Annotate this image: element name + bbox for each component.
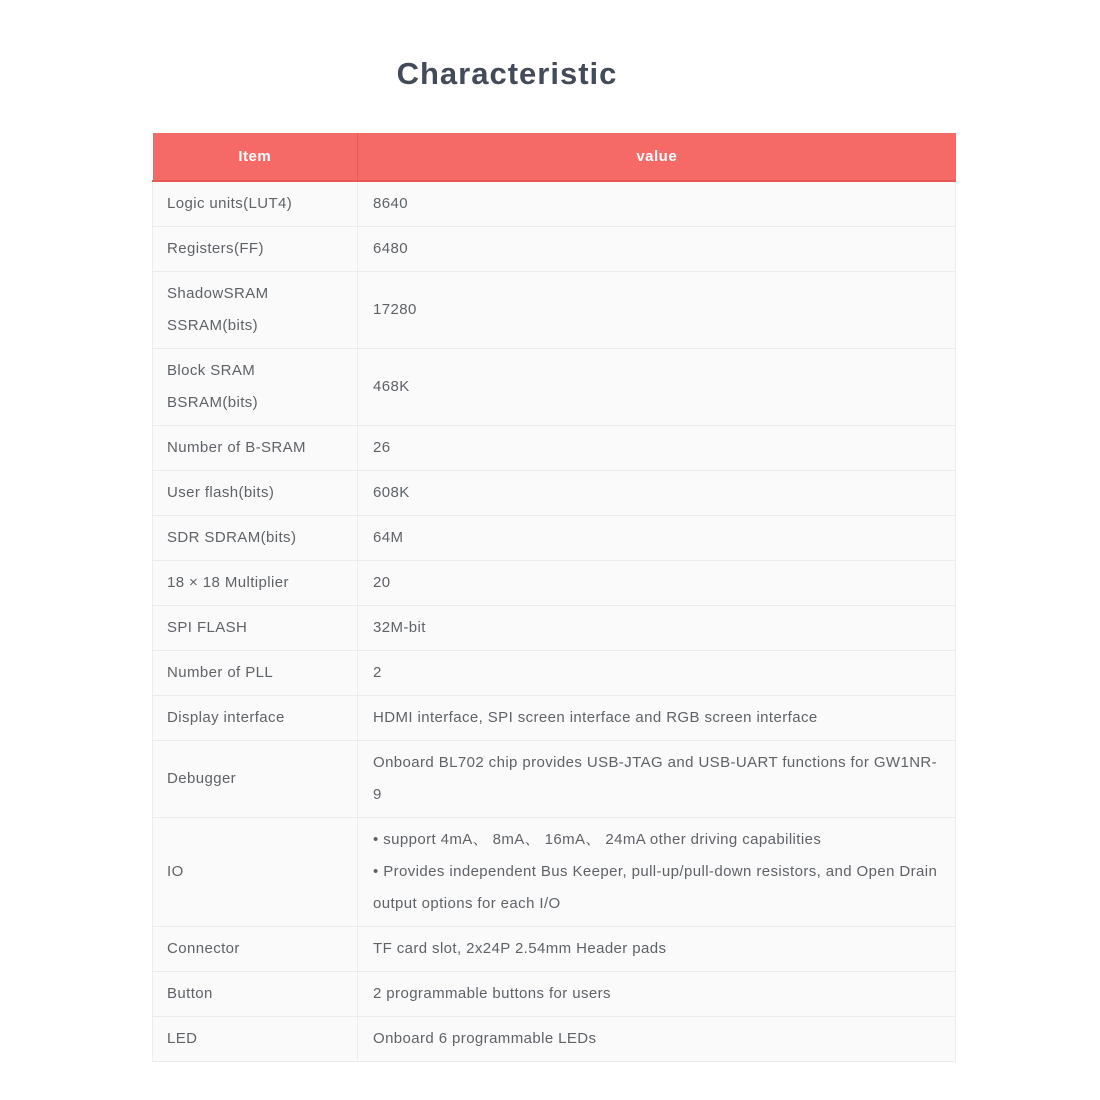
column-header-item: Item: [153, 133, 358, 181]
value-cell: [358, 516, 956, 561]
item-cell: SPI FLASH: [153, 606, 358, 651]
table-row: [153, 651, 956, 696]
value-cell: [358, 606, 956, 651]
value-line: 20: [373, 574, 391, 591]
value-line: 2: [373, 664, 382, 681]
table-row: [153, 471, 956, 516]
value-cell: [358, 1017, 956, 1062]
item-cell: SDR SDRAM(bits): [153, 516, 358, 561]
characteristic-table: [152, 133, 956, 1062]
item-cell: ShadowSRAM SSRAM(bits): [153, 272, 358, 349]
table-row: [153, 606, 956, 651]
value-line: 468K: [373, 378, 410, 395]
value-line: Onboard 6 programmable LEDs: [373, 1030, 597, 1047]
value-line: 64M: [373, 529, 404, 546]
table-row: [153, 272, 956, 349]
table-row: [153, 927, 956, 972]
value-line: 8640: [373, 195, 408, 212]
value-line: TF card slot, 2x24P 2.54mm Header pads: [373, 940, 667, 957]
item-cell: Number of B-SRAM: [153, 426, 358, 471]
value-cell: [358, 426, 956, 471]
value-cell: [358, 741, 956, 818]
value-cell: [358, 272, 956, 349]
value-cell: [358, 227, 956, 272]
table-row: [153, 349, 956, 426]
value-cell: [358, 471, 956, 516]
value-cell: [358, 181, 956, 227]
table-row: [153, 972, 956, 1017]
item-cell: Registers(FF): [153, 227, 358, 272]
value-cell: [358, 927, 956, 972]
item-cell: IO: [153, 818, 358, 927]
page-title: Characteristic: [396, 56, 618, 91]
table-row: [153, 818, 956, 927]
table-row: [153, 516, 956, 561]
table-row: [153, 426, 956, 471]
value-line: • Provides independent Bus Keeper, pull-up/pull-down resistors, and Open Drain output options for each I/O: [373, 863, 938, 912]
value-cell: [358, 972, 956, 1017]
value-line: • support 4mA、 8mA、 16mA、 24mA other driving capabilities: [373, 831, 822, 848]
item-cell: Block SRAM BSRAM(bits): [153, 349, 358, 426]
value-cell: [358, 561, 956, 606]
item-cell: Debugger: [153, 741, 358, 818]
item-cell: Button: [153, 972, 358, 1017]
value-line: 32M-bit: [373, 619, 426, 636]
value-line: 6480: [373, 240, 408, 257]
table-row: [153, 227, 956, 272]
value-cell: [358, 349, 956, 426]
value-cell: [358, 696, 956, 741]
table-header-row: [153, 133, 956, 181]
value-line: 17280: [373, 301, 417, 318]
item-cell: User flash(bits): [153, 471, 358, 516]
value-line: 2 programmable buttons for users: [373, 985, 611, 1002]
item-cell: LED: [153, 1017, 358, 1062]
value-line: HDMI interface, SPI screen interface and RGB screen interface: [373, 709, 818, 726]
value-cell: [358, 651, 956, 696]
item-cell: Display interface: [153, 696, 358, 741]
value-line: Onboard BL702 chip provides USB-JTAG and USB-UART functions for GW1NR-9: [373, 754, 938, 803]
value-line: 26: [373, 439, 391, 456]
item-cell: Logic units(LUT4): [153, 181, 358, 227]
table-row: [153, 181, 956, 227]
table-row: [153, 1017, 956, 1062]
table-row: [153, 741, 956, 818]
value-cell: [358, 818, 956, 927]
item-cell: Number of PLL: [153, 651, 358, 696]
item-cell: 18 × 18 Multiplier: [153, 561, 358, 606]
value-line: 608K: [373, 484, 410, 501]
column-header-value: value: [358, 133, 956, 181]
table-row: [153, 561, 956, 606]
item-cell: Connector: [153, 927, 358, 972]
table-row: [153, 696, 956, 741]
